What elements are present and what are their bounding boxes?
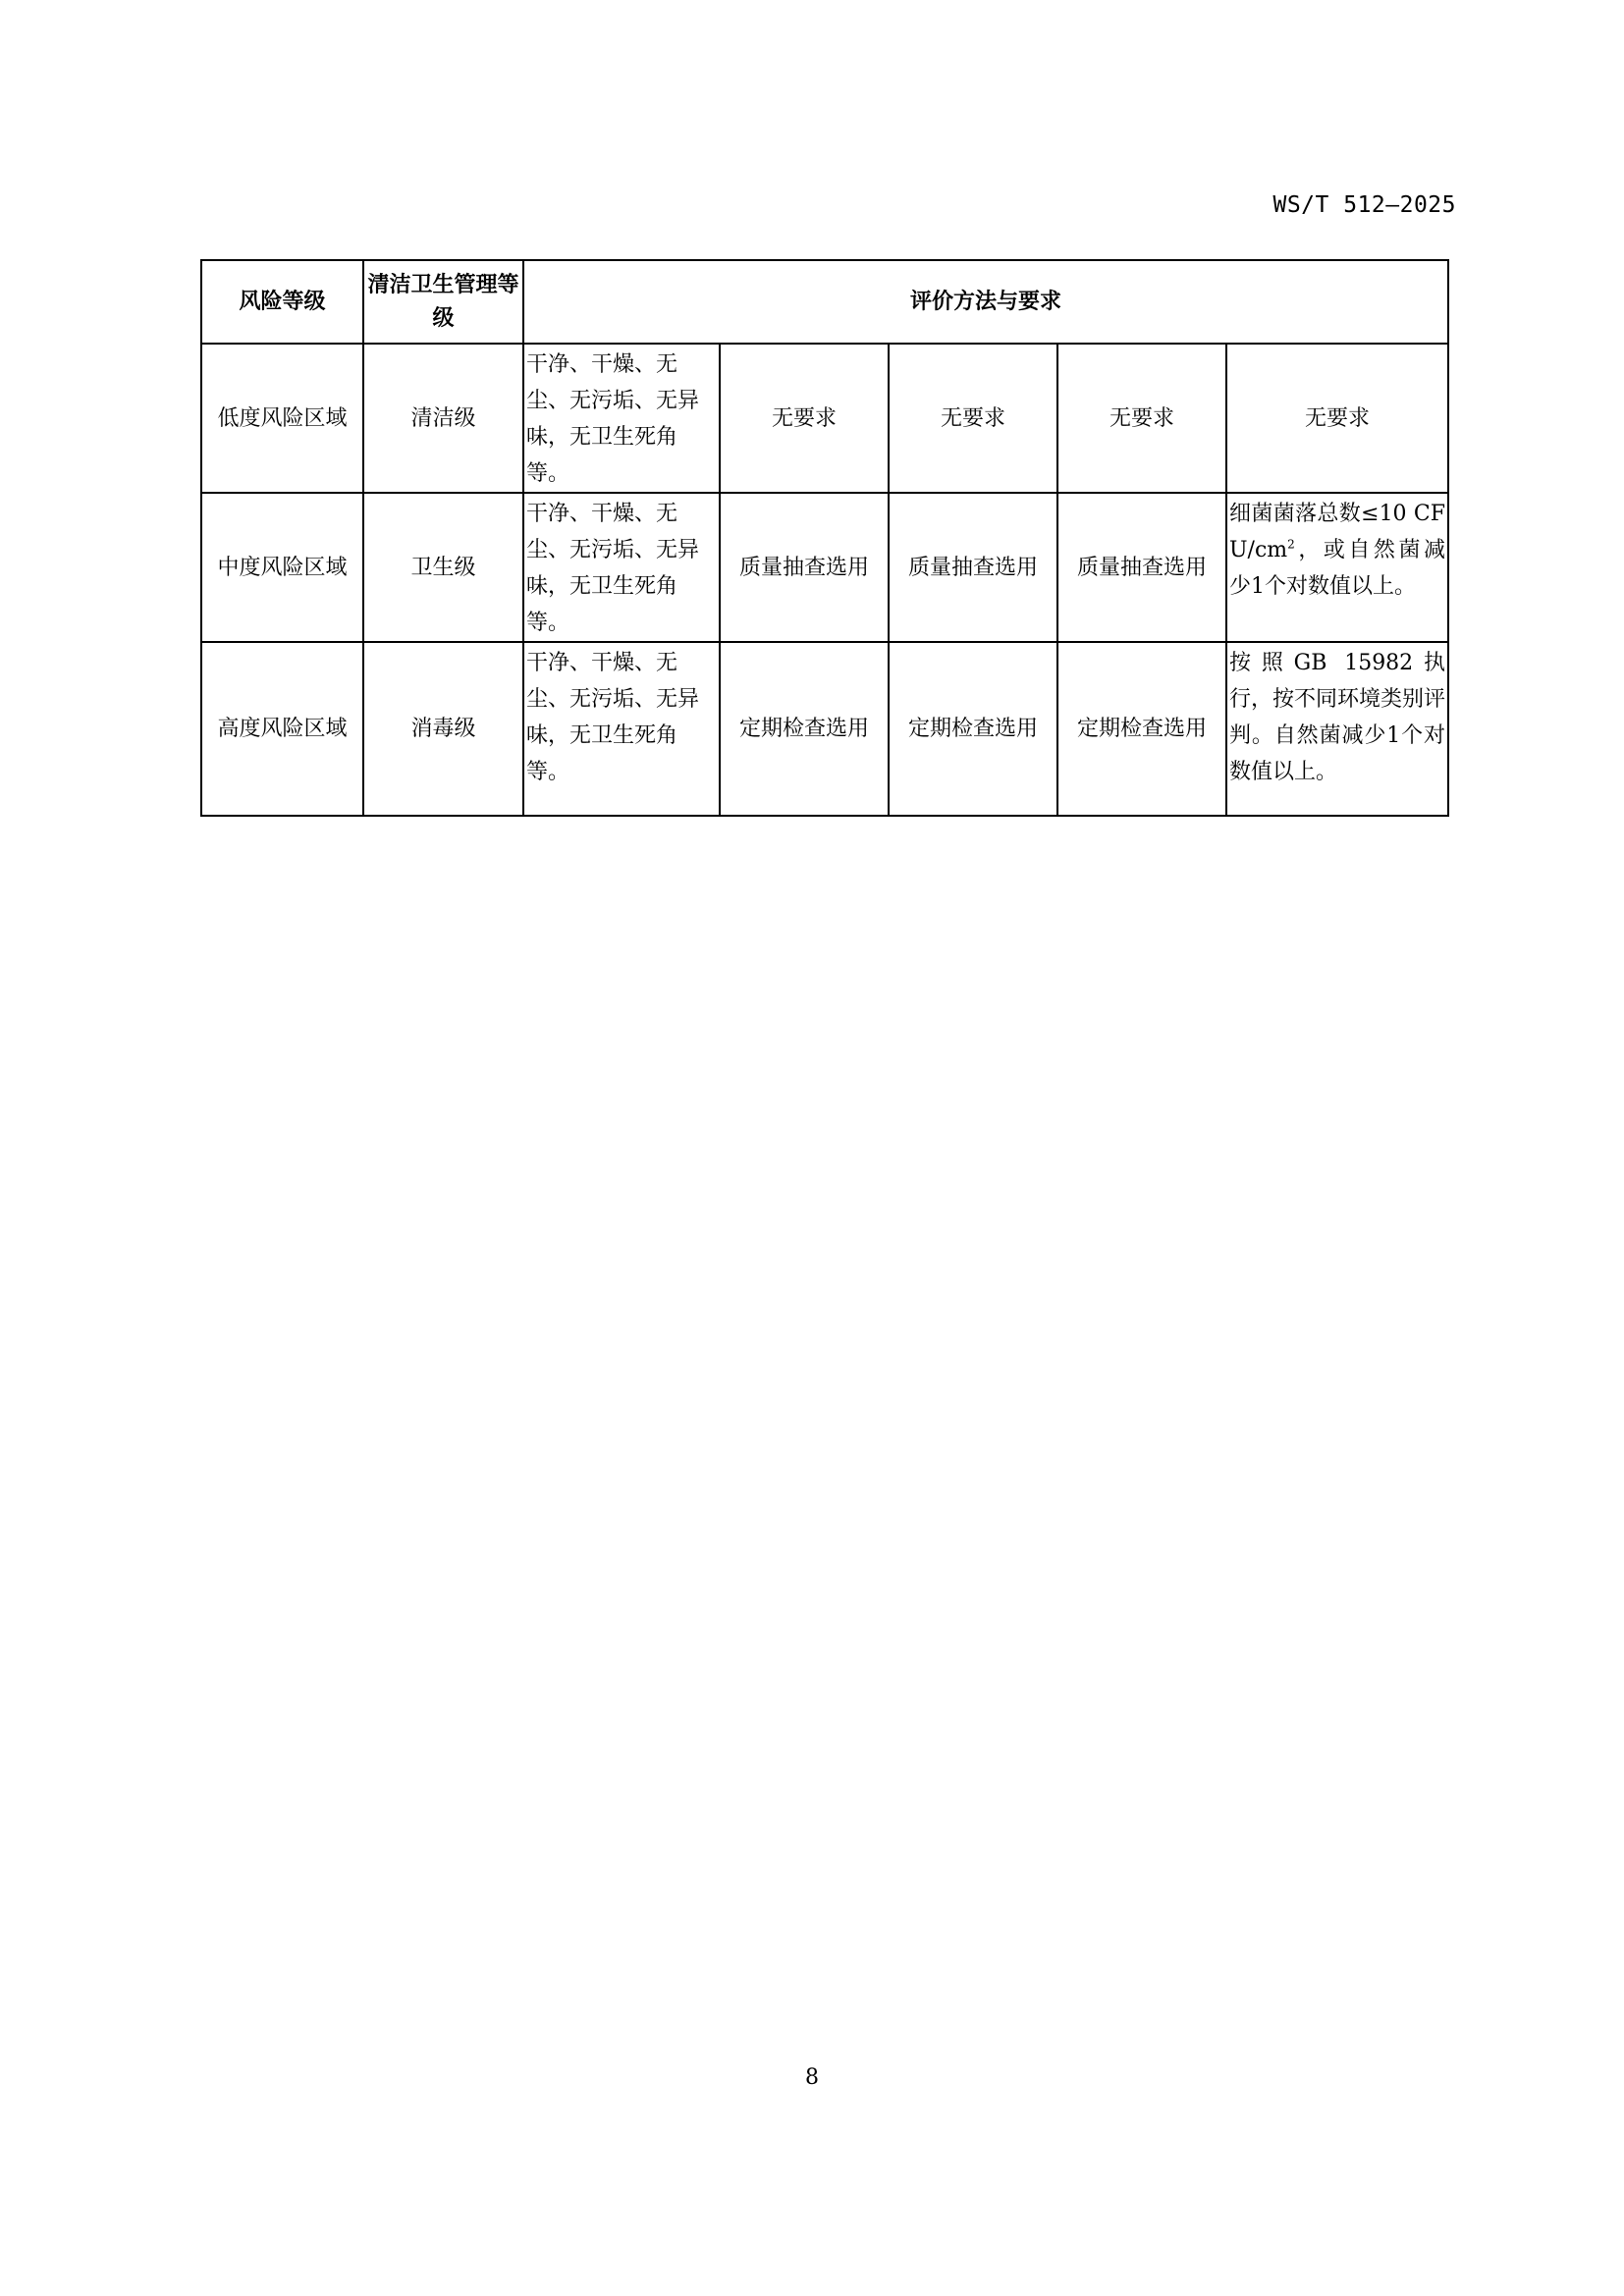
page-number: 8 (805, 2065, 819, 2090)
cell-visual-check: 干净、干燥、无尘、无污垢、无异味，无卫生死角等。 (523, 493, 720, 642)
requirement-text-post: ，或自然菌减少1个对数值以上。 (1229, 538, 1446, 599)
table-row (201, 493, 1448, 642)
cell-method: 无要求 (889, 344, 1057, 493)
header-clean-level: 清洁卫生管理等级 (363, 260, 523, 344)
cell-requirement: 无要求 (1226, 344, 1448, 493)
superscript-2: 2 (1287, 537, 1295, 552)
cell-visual-check: 干净、干燥、无尘、无污垢、无异味，无卫生死角等。 (523, 642, 720, 816)
table-row (201, 344, 1448, 493)
table-header-row (201, 260, 1448, 344)
evaluation-table (200, 259, 1449, 817)
cell-clean-level: 卫生级 (363, 493, 523, 642)
cell-clean-level: 清洁级 (363, 344, 523, 493)
cell-clean-level: 消毒级 (363, 642, 523, 816)
cell-visual-check: 干净、干燥、无尘、无污垢、无异味，无卫生死角等。 (523, 344, 720, 493)
cell-method: 无要求 (1057, 344, 1226, 493)
header-evaluation: 评价方法与要求 (523, 260, 1448, 344)
cell-requirement (1226, 493, 1448, 642)
document-code: WS/T 512—2025 (1272, 192, 1456, 218)
cell-risk-level: 中度风险区域 (201, 493, 363, 642)
header-risk-level: 风险等级 (201, 260, 363, 344)
cell-risk-level: 低度风险区域 (201, 344, 363, 493)
cell-method: 质量抽查选用 (720, 493, 889, 642)
cell-risk-level: 高度风险区域 (201, 642, 363, 816)
cell-method: 质量抽查选用 (889, 493, 1057, 642)
cell-requirement: 按照GB 15982执行，按不同环境类别评判。自然菌减少1个对数值以上。 (1226, 642, 1448, 816)
cell-method: 无要求 (720, 344, 889, 493)
cell-method: 质量抽查选用 (1057, 493, 1226, 642)
cell-method: 定期检查选用 (1057, 642, 1226, 816)
table-row (201, 642, 1448, 816)
cell-method: 定期检查选用 (889, 642, 1057, 816)
requirement-text-pre: 细菌菌落总数≤10 CFU/cm (1229, 502, 1446, 562)
cell-method: 定期检查选用 (720, 642, 889, 816)
